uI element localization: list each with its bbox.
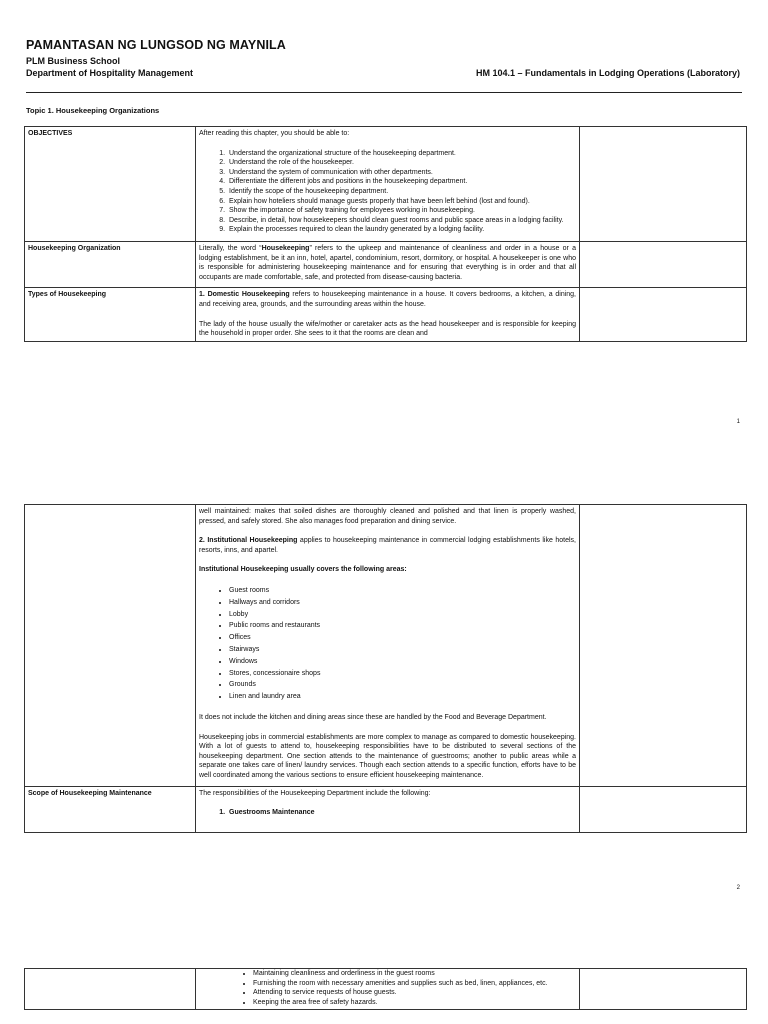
- organization-term: Housekeeping: [261, 244, 310, 252]
- institutional-text: applies to housekeeping maintenance in commercial lodging establishments like hotels, resorts, inns, and apartel.: [199, 537, 576, 554]
- notes-cell: [580, 505, 747, 787]
- row-label-objectives: OBJECTIVES: [25, 127, 196, 242]
- table-row: [25, 505, 747, 787]
- list-item: • Maintaining cleanliness and orderliness in the guest rooms: [253, 969, 576, 979]
- list-item: • Furnishing the room with necessary amenities and supplies such as bed, linen, appliances, etc.: [253, 979, 576, 989]
- list-item: • Offices: [229, 632, 576, 644]
- list-item: 9. Explain the processes required to clean the laundry generated by a lodging facility.: [227, 225, 576, 235]
- domestic-text: refers to housekeeping maintenance in a house. It covers bedrooms, a kitchen, a dining, and receiving area, grounds, and the surrounding areas within the house.: [199, 291, 576, 308]
- list-item: • Guest rooms: [229, 585, 576, 597]
- list-item: 4. Differentiate the different jobs and positions in the housekeeping department.: [227, 177, 576, 187]
- notes-cell: [580, 127, 747, 242]
- table-row: [25, 127, 747, 242]
- table-row: [25, 969, 747, 1010]
- notes-cell: [580, 241, 747, 287]
- department-name: Department of Hospitality Management: [26, 68, 194, 78]
- row-label-empty: [25, 969, 196, 1010]
- scope-list: [199, 808, 576, 818]
- types-continued-content: [196, 505, 580, 787]
- areas-list: [199, 585, 576, 703]
- row-label-organization: Housekeeping Organization: [25, 241, 196, 287]
- row-label-scope: Scope of Housekeeping Maintenance: [25, 786, 196, 832]
- list-item: 5. Identify the scope of the housekeeping department.: [227, 187, 576, 197]
- guestroom-duties-list: [199, 969, 576, 1007]
- table-row: [25, 241, 747, 287]
- row-label-types: Types of Housekeeping: [25, 288, 196, 341]
- header-divider: [26, 92, 742, 93]
- notes-cell: [580, 969, 747, 1010]
- list-item: • Stores, concessionaire shops: [229, 668, 576, 680]
- document-page-3: [0, 940, 768, 1024]
- list-item: 1. Guestrooms Maintenance: [227, 808, 576, 818]
- notes-cell: [580, 786, 747, 832]
- list-item: • Keeping the area free of safety hazards.: [253, 998, 576, 1008]
- list-item: • Linen and laundry area: [229, 691, 576, 703]
- list-item: • Lobby: [229, 609, 576, 621]
- document-page-1: [0, 0, 768, 432]
- school-name: PAMANTASAN NG LUNGSOD NG MAYNILA: [26, 38, 286, 52]
- organization-text-b: ” refers to the upkeep and maintenance of cleanliness and order in a house or a lodging establishment, be it an inn, hotel, apartel, condominium, resort, dormitory, or hospital. A housekeeper is one who is responsible for administering housekeeping maintenance and for ensuring that everything is in order and that all occupants are made comfortable, safe, and protected from disease-causing bacteria.: [199, 244, 576, 281]
- list-item: • Attending to service requests of house guests.: [253, 988, 576, 998]
- institutional-term: 2. Institutional Housekeeping: [199, 537, 298, 545]
- list-item: • Windows: [229, 656, 576, 668]
- list-item: 7. Show the importance of safety training for employees working in housekeeping.: [227, 206, 576, 216]
- list-item: • Hallways and corridors: [229, 597, 576, 609]
- page-number: 2: [736, 885, 740, 891]
- head-housekeeper-paragraph: The lady of the house usually the wife/mother or caretaker acts as the head housekeeper and is responsible for keeping the household in proper order. She sees to it that the rooms are clean and: [199, 320, 576, 338]
- content-table-page-2: [24, 504, 747, 833]
- guestroom-duties-content: [196, 969, 580, 1010]
- topic-title: Topic 1. Housekeeping Organizations: [26, 106, 160, 115]
- row-label-empty: [25, 505, 196, 787]
- table-row: [25, 786, 747, 832]
- types-content: [196, 288, 580, 341]
- domestic-term: 1. Domestic Housekeeping: [199, 291, 290, 299]
- institutional-paragraph: [199, 536, 576, 555]
- list-item: 8. Describe, in detail, how housekeepers should clean guest rooms and public space areas in a lodging facility.: [227, 216, 576, 226]
- document-page-2: [0, 432, 768, 940]
- school-subtitle: PLM Business School: [26, 56, 121, 66]
- content-table-page-1: [24, 126, 747, 342]
- table-row: [25, 288, 747, 341]
- objectives-content: [196, 127, 580, 242]
- list-item: • Public rooms and restaurants: [229, 620, 576, 632]
- scope-content: [196, 786, 580, 832]
- organization-content: [196, 241, 580, 287]
- continued-paragraph: well maintained: makes that soiled dishes are thoroughly cleaned and polished and that linen is properly washed, pressed, and safely stored. She also manages food preparation and dining service.: [199, 508, 576, 525]
- complexity-paragraph: Housekeeping jobs in commercial establishments are more complex to manage as compared to domestic housekeeping. With a lot of guests to attend to, housekeeping responsibilities have to be distributed to several sections of the housekeeping department. One section attends to the maintenance of guestrooms; another to public areas while a separate one takes care of linen/ laundry services. Though each section attends to a specific function, efforts have to be well coordinated among the various sections to ensure efficient housekeeping maintenance.: [199, 733, 576, 779]
- page-number: 1: [736, 419, 740, 425]
- list-item: 3. Understand the system of communication with other departments.: [227, 168, 576, 178]
- organization-paragraph: [199, 244, 576, 282]
- objectives-list: [199, 149, 576, 235]
- list-item: 1. Understand the organizational structure of the housekeeping department.: [227, 149, 576, 159]
- list-item: 6. Explain how hoteliers should manage guests properly that have been left behind (lost and found).: [227, 197, 576, 207]
- domestic-paragraph: [199, 290, 576, 309]
- course-title: HM 104.1 – Fundamentals in Lodging Operations (Laboratory): [475, 68, 740, 78]
- content-table-page-3: [24, 968, 747, 1010]
- kitchen-paragraph: It does not include the kitchen and dining areas since these are handled by the Food and Beverage Department.: [199, 713, 547, 721]
- list-item: • Stairways: [229, 644, 576, 656]
- notes-cell: [580, 288, 747, 341]
- scope-intro: The responsibilities of the Housekeeping Department include the following:: [199, 789, 431, 797]
- list-item: 2. Understand the role of the housekeeper.: [227, 158, 576, 168]
- list-item: • Grounds: [229, 679, 576, 691]
- objectives-intro: After reading this chapter, you should be able to:: [199, 130, 350, 137]
- areas-heading: Institutional Housekeeping usually covers the following areas:: [199, 566, 407, 574]
- organization-text-a: Literally, the word “: [199, 244, 262, 252]
